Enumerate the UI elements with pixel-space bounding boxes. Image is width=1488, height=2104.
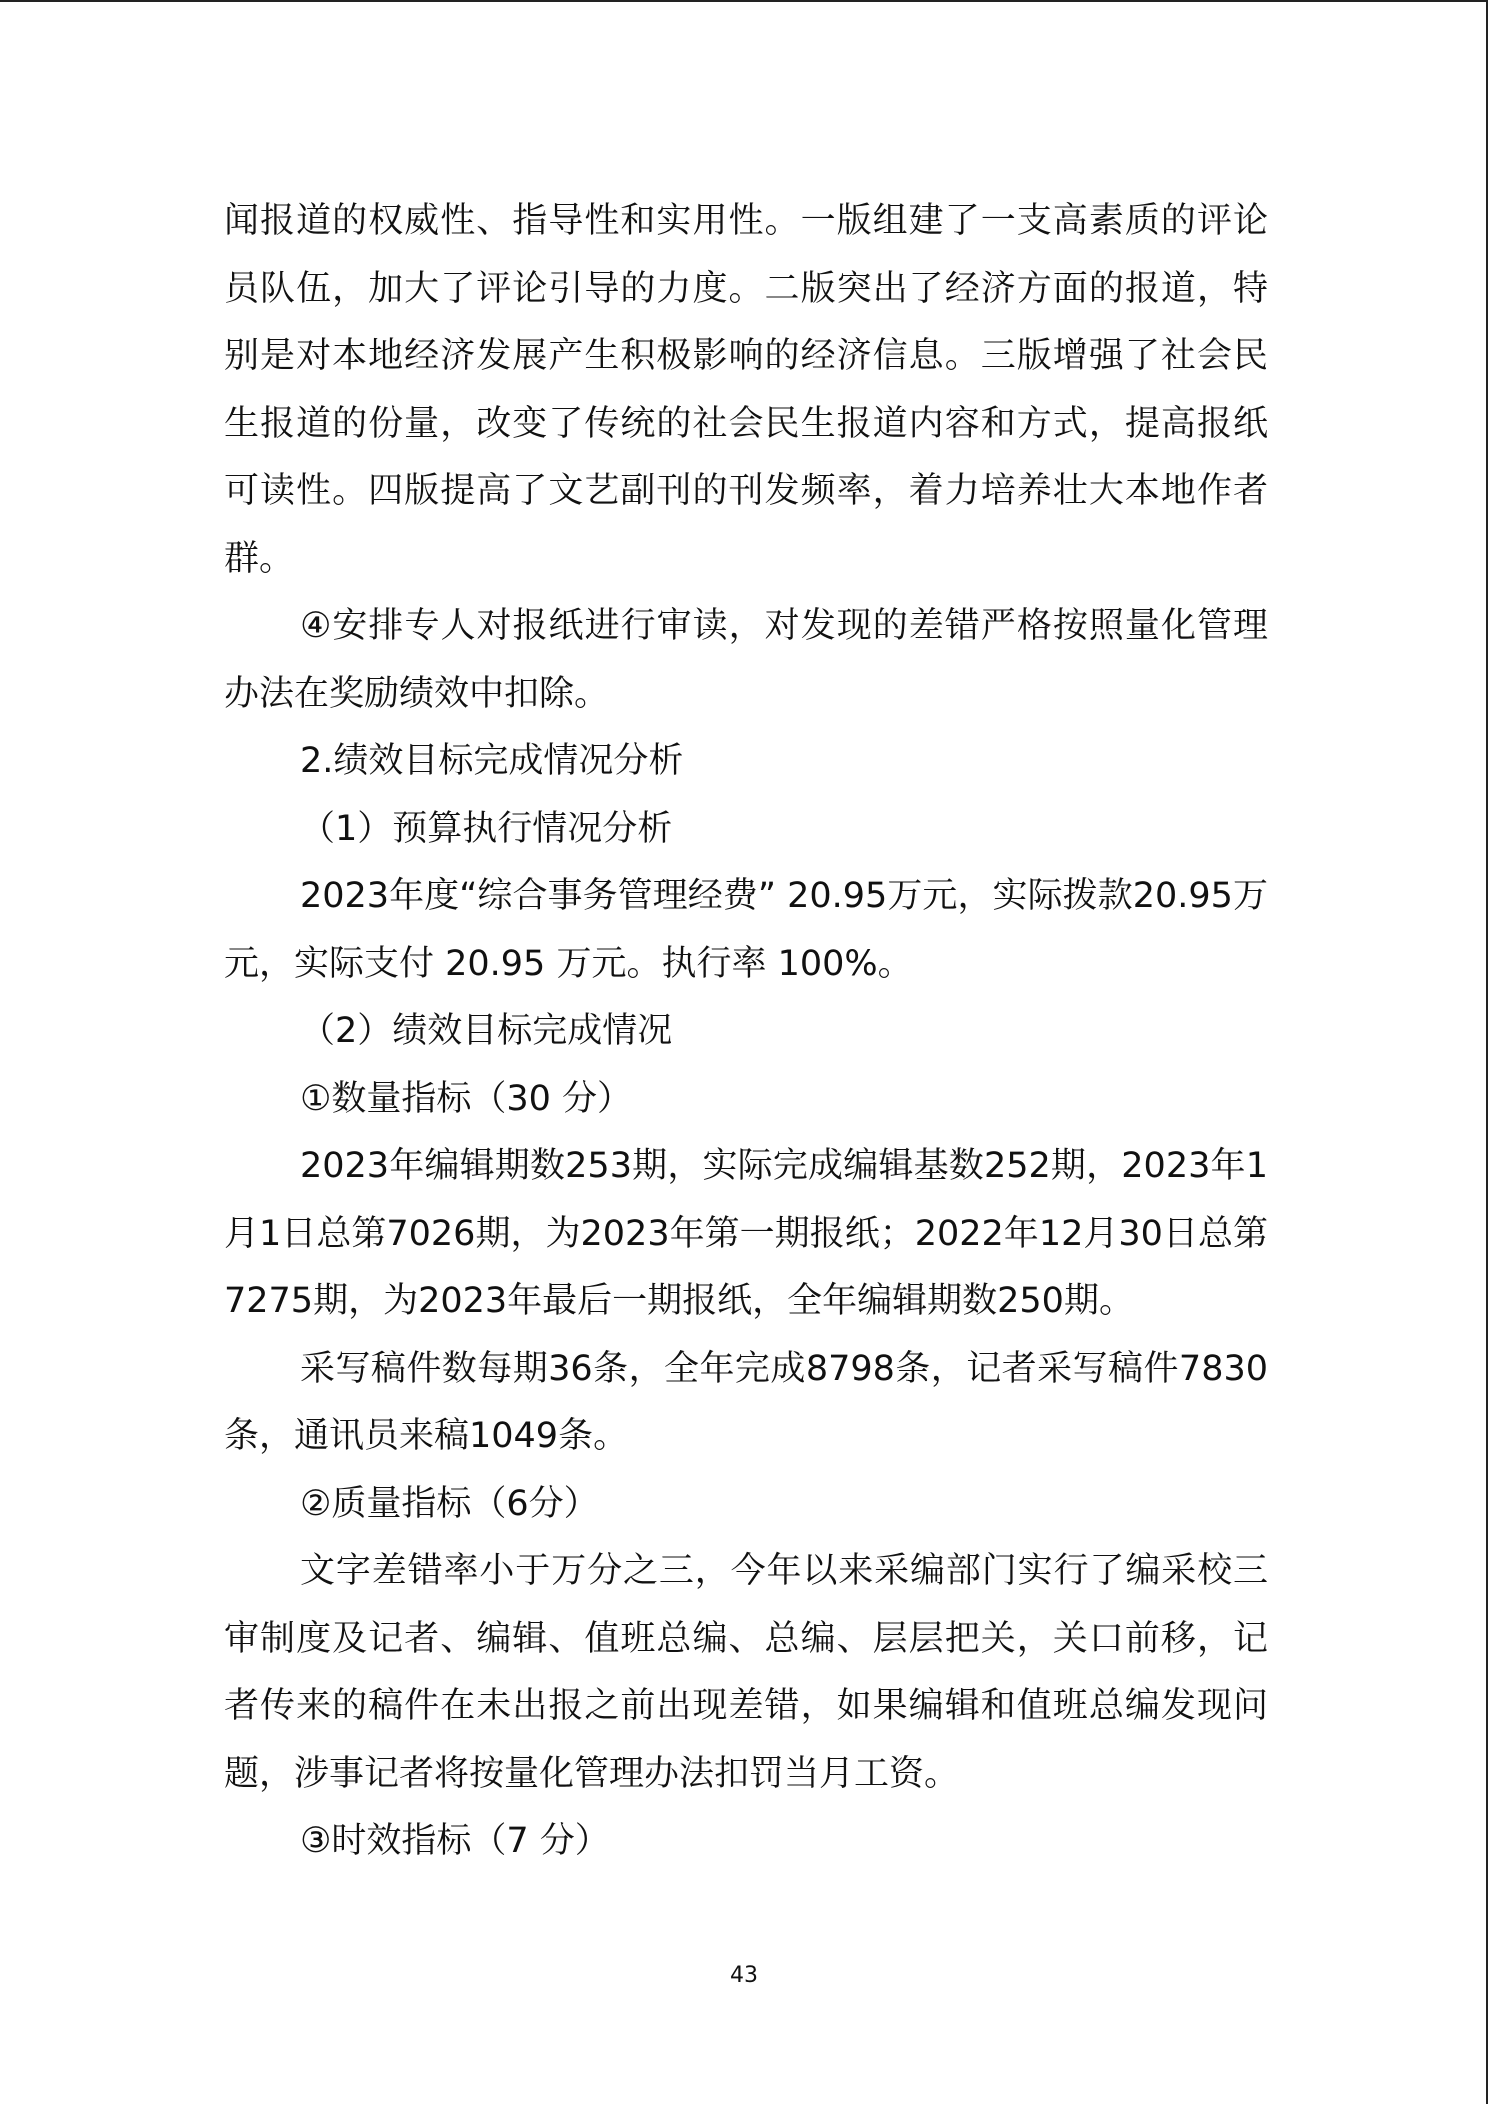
subheading-target-completion: （2）绩效目标完成情况 [300, 1011, 673, 1051]
heading-timeliness-indicator: ③时效指标（7 分） [300, 1821, 610, 1861]
paragraph-editing-issues: 2023年编辑期数253期，实际完成编辑基数252期，2023年1月1日总第7026期，为2023年第一期报纸；2022年12月30日总第7275期，为2023年最后一期报纸，全年编辑期数250期。 [224, 1146, 1268, 1321]
paragraph-proofreading: ④安排专人对报纸进行审读，对发现的差错严格按照量化管理办法在奖励绩效中扣除。 [224, 606, 1268, 714]
paragraph-continued-editorial: 闻报道的权威性、指导性和实用性。一版组建了一支高素质的评论员队伍，加大了评论引导的力度。二版突出了经济方面的报道，特别是对本地经济发展产生积极影响的经济信息。三版增强了社会民生报道的份量，改变了传统的社会民生报道内容和方式，提高报纸可读性。四版提高了文艺副刊的刊发频率，着力培养壮大本地作者群。 [224, 201, 1268, 579]
paragraph-budget-execution: 2023年度“综合事务管理经费” 20.95万元，实际拨款20.95万元，实际支付 20.95 万元。执行率 100%。 [224, 876, 1268, 984]
heading-quantity-indicator: ①数量指标（30 分） [300, 1078, 633, 1119]
paragraph-error-rate: 文字差错率小于万分之三，今年以来采编部门实行了编采校三审制度及记者、编辑、值班总编、总编、层层把关，关口前移，记者传来的稿件在未出报之前出现差错，如果编辑和值班总编发现问题，涉事记者将按量化管理办法扣罚当月工资。 [224, 1551, 1268, 1794]
page-number: 43 [730, 1963, 758, 1988]
heading-quality-indicator: ②质量指标（6分） [300, 1483, 599, 1524]
paragraph-manuscripts: 采写稿件数每期36条，全年完成8798条，记者采写稿件7830条，通讯员来稿1049条。 [224, 1348, 1268, 1456]
subheading-budget-execution: （1）预算执行情况分析 [300, 808, 673, 849]
page-body [224, 188, 1268, 1876]
section-heading-performance-analysis: 2.绩效目标完成情况分析 [300, 741, 684, 781]
